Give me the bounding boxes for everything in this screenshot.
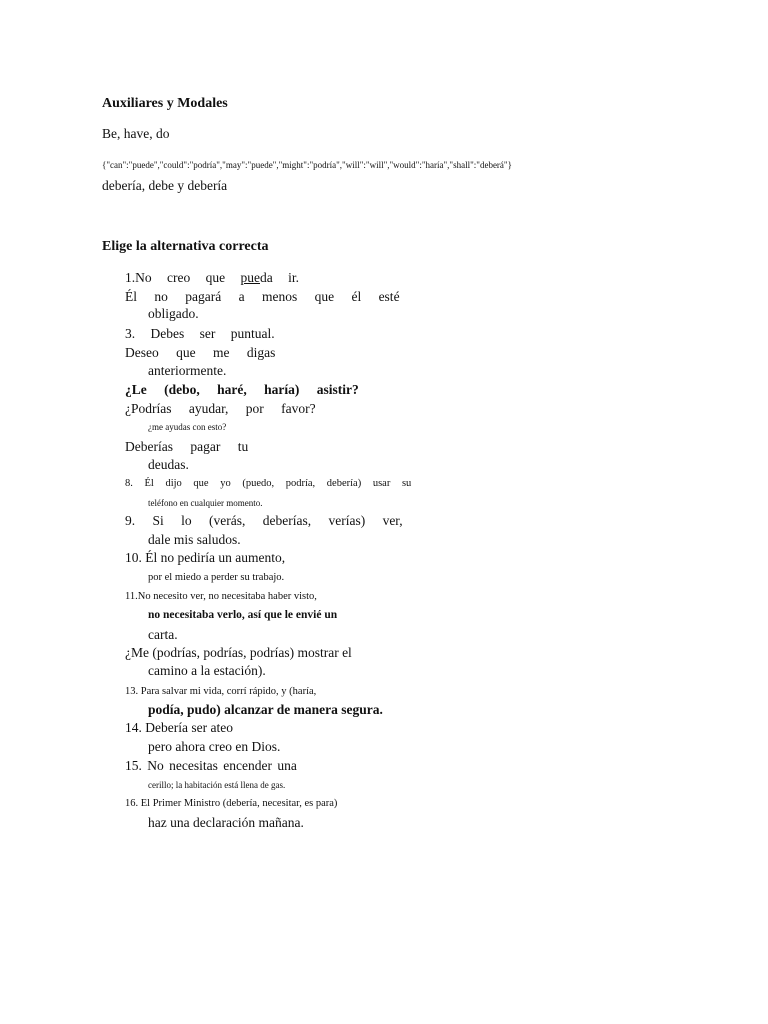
- item-1-part-b: da ir.: [259, 270, 299, 285]
- item-1-underlined: pue: [240, 270, 260, 285]
- section-title: Elige la alternativa correcta: [102, 239, 269, 254]
- exercise-item-7: Deberías pagar tu: [125, 439, 249, 454]
- exercise-item-11-cont-2: carta.: [148, 627, 178, 642]
- exercise-item-13: 13. Para salvar mi vida, corrí rápido, y (haría,: [125, 686, 317, 697]
- exercise-item-2: Él no pagará a menos que él esté: [125, 289, 400, 304]
- exercise-item-8-cont: teléfono en cualquier momento.: [148, 498, 263, 508]
- exercise-item-11: 11.No necesito ver, no necesitaba haber visto,: [125, 591, 317, 602]
- exercise-item-2-cont: obligado.: [148, 306, 199, 321]
- exercise-item-3: 3. Debes ser puntual.: [125, 326, 275, 341]
- be-have-do-text: Be, have, do: [102, 126, 170, 141]
- page-title: Auxiliares y Modales: [102, 96, 228, 111]
- exercise-item-7-cont: deudas.: [148, 457, 189, 472]
- exercise-item-13-cont: podía, pudo) alcanzar de manera segura.: [148, 702, 383, 717]
- exercise-item-14-cont: pero ahora creo en Dios.: [148, 739, 281, 754]
- exercise-item-8: 8. Él dijo que yo (puedo, podría, debería) usar su: [125, 478, 412, 489]
- exercise-item-14: 14. Debería ser ateo: [125, 720, 233, 735]
- exercise-item-10: 10. Él no pediría un aumento,: [125, 550, 286, 565]
- exercise-item-4: Deseo que me digas: [125, 345, 276, 360]
- exercise-item-9-cont: dale mis saludos.: [148, 532, 241, 547]
- exercise-item-4-cont: anteriormente.: [148, 363, 227, 378]
- exercise-item-6: ¿Podrías ayudar, por favor?: [125, 401, 316, 416]
- exercise-item-10-cont: por el miedo a perder su trabajo.: [148, 572, 285, 583]
- exercise-item-5: ¿Le (debo, haré, haría) asistir?: [125, 382, 359, 397]
- item-1-part-a: 1.No creo que: [125, 270, 241, 285]
- exercise-item-12: ¿Me (podrías, podrías, podrías) mostrar el: [125, 645, 352, 660]
- exercise-item-6-cont: ¿me ayudas con esto?: [148, 422, 227, 432]
- exercise-item-9: 9. Si lo (verás, deberías, verías) ver,: [125, 513, 403, 528]
- deberia-text: debería, debe y debería: [102, 178, 228, 193]
- exercise-item-16-cont: haz una declaración mañana.: [148, 815, 304, 830]
- exercise-item-1: [125, 270, 299, 286]
- modal-map-text: {"can":"puede","could":"podría","may":"puede","might":"podría","will":"will","would":"haría","shall":"deberá"}: [102, 160, 512, 170]
- exercise-item-12-cont: camino a la estación).: [148, 663, 266, 678]
- exercise-item-16: 16. El Primer Ministro (debería, necesitar, es para): [125, 798, 338, 809]
- exercise-item-11-cont: no necesitaba verlo, así que le envié un: [148, 609, 338, 621]
- exercise-item-15-cont: cerillo; la habitación está llena de gas.: [148, 780, 286, 790]
- exercise-item-15: 15. No necesitas encender una: [125, 758, 297, 773]
